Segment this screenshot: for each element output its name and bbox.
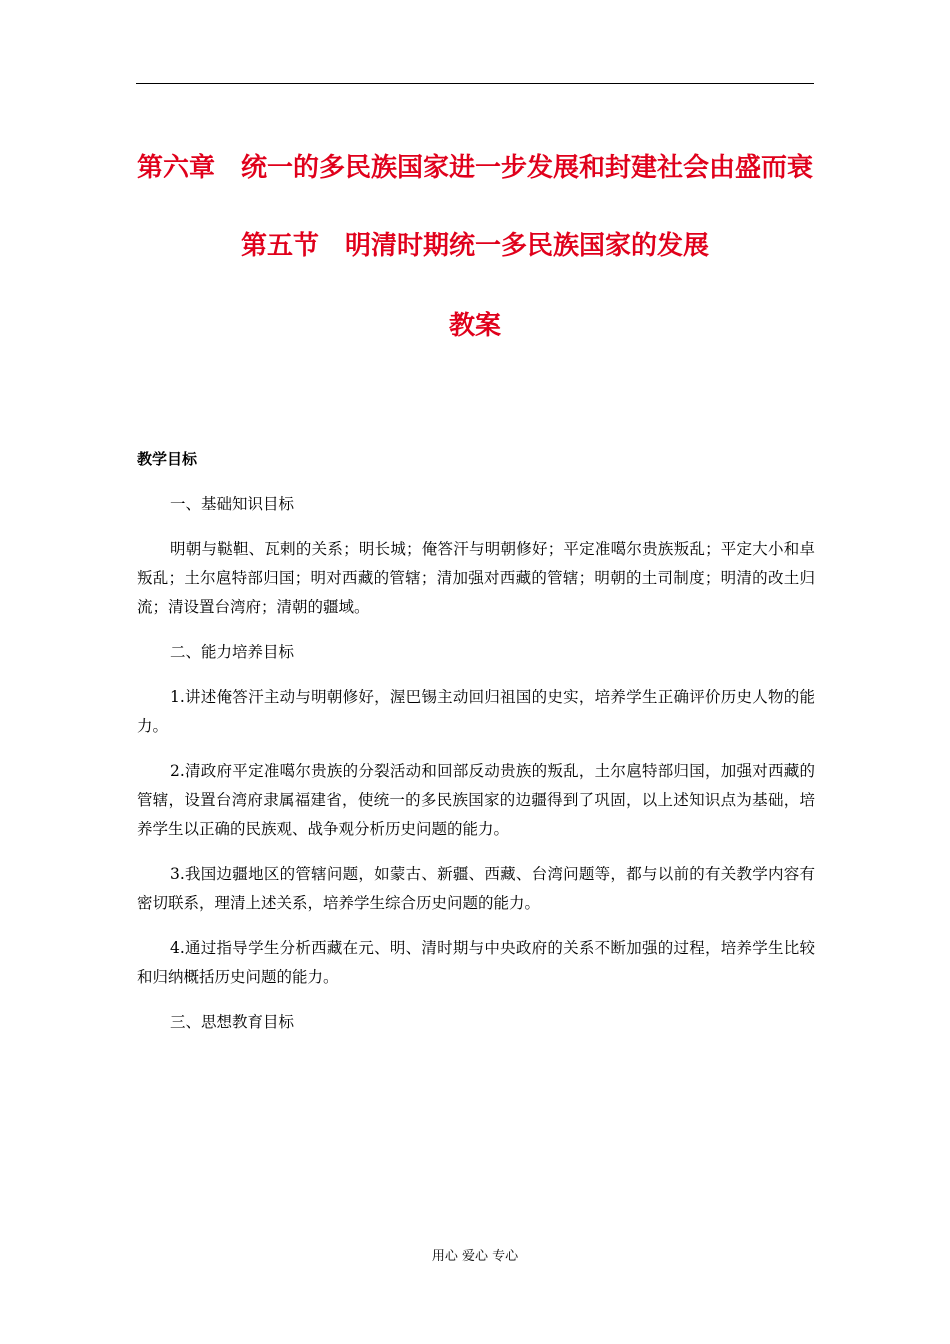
ideology-heading: 三、思想教育目标 [170, 1013, 295, 1031]
header-rule [136, 83, 814, 84]
page-footer: 用心 爱心 专心 [431, 1249, 519, 1264]
teaching-goals-heading: 教学目标 [137, 450, 198, 468]
ability-item-2: 2.清政府平定准噶尔贵族的分裂活动和回部反动贵族的叛乱，土尔扈特部归国，加强对西藏的管辖，设置台湾府隶属福建省，使统一的多民族国家的边疆得到了巩固，以上述知识点为基础，培养学生以正确的民族观、战争观分析历史问题的能力。 [137, 762, 815, 838]
basic-knowledge-heading: 一、基础知识目标 [170, 495, 295, 513]
ability-item-4: 4.通过指导学生分析西藏在元、明、清时期与中央政府的关系不断加强的过程，培养学生比较和归纳概括历史问题的能力。 [137, 939, 815, 986]
ability-item-1: 1.讲述俺答汗主动与明朝修好，渥巴锡主动回归祖国的史实，培养学生正确评价历史人物的能力。 [137, 688, 815, 735]
basic-knowledge-paragraph: 明朝与鞑靼、瓦剌的关系；明长城；俺答汗与明朝修好；平定准噶尔贵族叛乱；平定大小和卓叛乱；土尔扈特部归国；明对西藏的管辖；清加强对西藏的管辖；明朝的土司制度；明清的改土归流；清设置台湾府；清朝的疆域。 [137, 540, 815, 616]
chapter-title: 第六章 统一的多民族国家进一步发展和封建社会由盛而衰 [136, 153, 813, 183]
document-type-title: 教案 [448, 311, 501, 341]
section-title: 第五节 明清时期统一多民族国家的发展 [240, 231, 709, 261]
ability-item-3: 3.我国边疆地区的管辖问题，如蒙古、新疆、西藏、台湾问题等，都与以前的有关教学内容有密切联系，理清上述关系，培养学生综合历史问题的能力。 [137, 865, 815, 912]
ability-heading: 二、能力培养目标 [170, 643, 295, 661]
document-body [137, 445, 815, 1053]
